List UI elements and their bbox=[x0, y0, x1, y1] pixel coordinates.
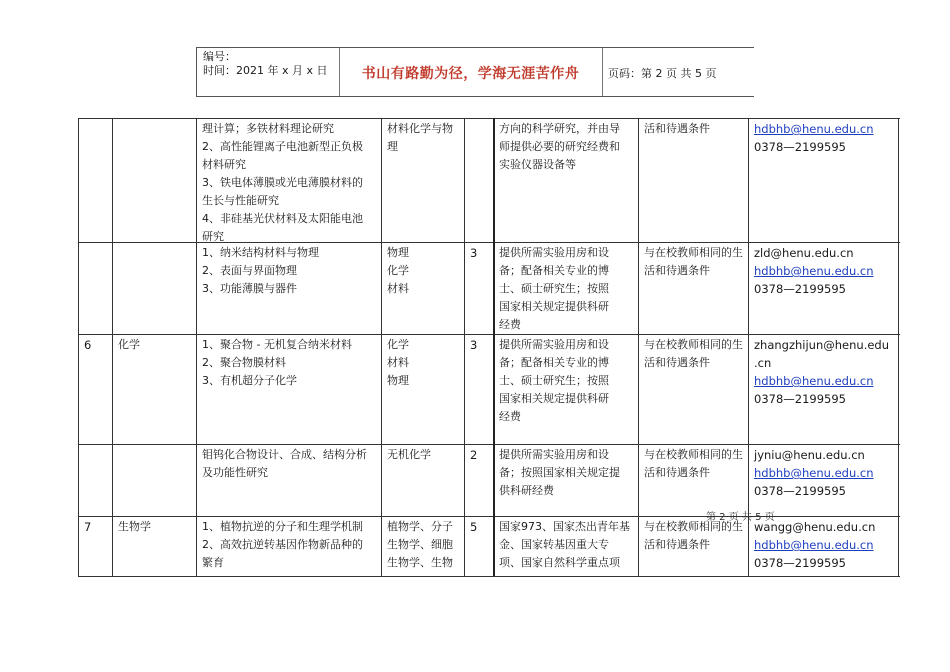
contact-line: .cn bbox=[754, 356, 772, 370]
research-direction-cell: 理计算；多铁材料理论研究 bbox=[202, 122, 334, 135]
research-direction-cell: 2、表面与界面物理 bbox=[202, 264, 297, 277]
major-cell: 材料化学与物 bbox=[387, 122, 453, 135]
major-cell: 无机化学 bbox=[387, 448, 431, 461]
major-cell: 化学 bbox=[387, 338, 409, 351]
email-link[interactable]: hdbhb@henu.edu.cn bbox=[754, 264, 874, 278]
positions-table bbox=[78, 118, 900, 576]
support-conditions-cell: 项、国家自然科学重点项 bbox=[499, 556, 620, 569]
time-label: 时间：2021 年 x 月 x 日 bbox=[203, 64, 328, 77]
research-direction-cell: 繁育 bbox=[202, 556, 224, 569]
major-cell: 物理 bbox=[387, 374, 409, 387]
discipline-cell: 生物学 bbox=[118, 520, 151, 533]
contact-line: 0378—2199595 bbox=[754, 484, 846, 498]
quota-cell: 3 bbox=[470, 246, 478, 260]
support-conditions-cell: 国家973、国家杰出青年基 bbox=[499, 520, 630, 533]
quota-cell: 3 bbox=[470, 338, 478, 352]
research-direction-cell: 2、聚合物膜材料 bbox=[202, 356, 286, 369]
discipline-cell: 化学 bbox=[118, 338, 140, 351]
treatment-cell: 活和待遇条件 bbox=[644, 466, 710, 479]
research-direction-cell: 1、聚合物 - 无机复合纳米材料 bbox=[202, 338, 352, 351]
research-direction-cell: 及功能性研究 bbox=[202, 466, 268, 479]
research-direction-cell: 4、非硅基光伏材料及太阳能电池 bbox=[202, 212, 363, 225]
research-direction-cell: 2、高性能锂离子电池新型正负极 bbox=[202, 140, 363, 153]
email-link[interactable]: hdbhb@henu.edu.cn bbox=[754, 374, 874, 388]
contact-line: zhangzhijun@henu.edu bbox=[754, 338, 890, 352]
motto-text: 书山有路勤为径，学海无涯苦作舟 bbox=[361, 66, 580, 82]
row-number: 6 bbox=[84, 338, 92, 352]
treatment-cell: 活和待遇条件 bbox=[644, 264, 710, 277]
major-cell: 材料 bbox=[387, 356, 409, 369]
treatment-cell: 与在校教师相同的生 bbox=[644, 338, 743, 351]
document-header bbox=[196, 47, 754, 97]
page-code: 页码：第 2 页 共 5 页 bbox=[608, 67, 717, 80]
page-note: 第 2 页 共 5 页 bbox=[706, 512, 775, 523]
contact-line: 0378—2199595 bbox=[754, 392, 846, 406]
support-conditions-cell: 备；配备相关专业的博 bbox=[499, 264, 609, 277]
email-link[interactable]: hdbhb@henu.edu.cn bbox=[754, 538, 874, 552]
treatment-cell: 活和待遇条件 bbox=[644, 122, 710, 135]
support-conditions-cell: 士、硕士研究生；按照 bbox=[499, 282, 609, 295]
support-conditions-cell: 经费 bbox=[499, 410, 521, 423]
support-conditions-cell: 金、国家转基因重大专 bbox=[499, 538, 609, 551]
treatment-cell: 与在校教师相同的生 bbox=[644, 448, 743, 461]
support-conditions-cell: 师提供必要的研究经费和 bbox=[499, 140, 620, 153]
major-cell: 材料 bbox=[387, 282, 409, 295]
support-conditions-cell: 提供所需实验用房和设 bbox=[499, 448, 609, 461]
research-direction-cell: 3、功能薄膜与器件 bbox=[202, 282, 297, 295]
research-direction-cell: 2、高效抗逆转基因作物新品种的 bbox=[202, 538, 363, 551]
support-conditions-cell: 士、硕士研究生；按照 bbox=[499, 374, 609, 387]
contact-line: zld@henu.edu.cn bbox=[754, 246, 854, 260]
treatment-cell: 与在校教师相同的生 bbox=[644, 246, 743, 259]
major-cell: 植物学、分子 bbox=[387, 520, 453, 533]
support-conditions-cell: 方向的科学研究，并由导 bbox=[499, 122, 620, 135]
support-conditions-cell: 国家相关规定提供科研 bbox=[499, 300, 609, 313]
quota-cell: 2 bbox=[470, 448, 478, 462]
research-direction-cell: 生长与性能研究 bbox=[202, 194, 279, 207]
research-direction-cell: 1、纳米结构材料与物理 bbox=[202, 246, 319, 259]
email-link[interactable]: hdbhb@henu.edu.cn bbox=[754, 122, 874, 136]
support-conditions-cell: 备；按照国家相关规定提 bbox=[499, 466, 620, 479]
contact-line: 0378—2199595 bbox=[754, 282, 846, 296]
quota-cell: 5 bbox=[470, 520, 478, 534]
contact-line: 0378—2199595 bbox=[754, 556, 846, 570]
support-conditions-cell: 备；配备相关专业的博 bbox=[499, 356, 609, 369]
major-cell: 物理 bbox=[387, 246, 409, 259]
major-cell: 化学 bbox=[387, 264, 409, 277]
support-conditions-cell: 提供所需实验用房和设 bbox=[499, 246, 609, 259]
treatment-cell: 活和待遇条件 bbox=[644, 538, 710, 551]
support-conditions-cell: 提供所需实验用房和设 bbox=[499, 338, 609, 351]
contact-line: 0378—2199595 bbox=[754, 140, 846, 154]
major-cell: 生物学、细胞 bbox=[387, 538, 453, 551]
support-conditions-cell: 经费 bbox=[499, 318, 521, 331]
major-cell: 理 bbox=[387, 140, 398, 153]
research-direction-cell: 研究 bbox=[202, 230, 224, 243]
email-link[interactable]: hdbhb@henu.edu.cn bbox=[754, 466, 874, 480]
research-direction-cell: 钼钨化合物设计、合成、结构分析 bbox=[202, 448, 367, 461]
major-cell: 生物学、生物 bbox=[387, 556, 453, 569]
treatment-cell: 活和待遇条件 bbox=[644, 356, 710, 369]
number-label: 编号： bbox=[203, 50, 236, 63]
research-direction-cell: 材料研究 bbox=[202, 158, 246, 171]
support-conditions-cell: 国家相关规定提供科研 bbox=[499, 392, 609, 405]
research-direction-cell: 1、植物抗逆的分子和生理学机制 bbox=[202, 520, 363, 533]
research-direction-cell: 3、有机超分子化学 bbox=[202, 374, 297, 387]
header-left-cell bbox=[196, 48, 340, 96]
support-conditions-cell: 实验仪器设备等 bbox=[499, 158, 576, 171]
research-direction-cell: 3、铁电体薄膜或光电薄膜材料的 bbox=[202, 176, 363, 189]
contact-line: jyniu@henu.edu.cn bbox=[754, 448, 865, 462]
row-number: 7 bbox=[84, 520, 92, 534]
support-conditions-cell: 供科研经费 bbox=[499, 484, 554, 497]
treatment-cell: 与在校教师相同的生 bbox=[644, 520, 743, 533]
contact-line: wangg@henu.edu.cn bbox=[754, 520, 876, 534]
